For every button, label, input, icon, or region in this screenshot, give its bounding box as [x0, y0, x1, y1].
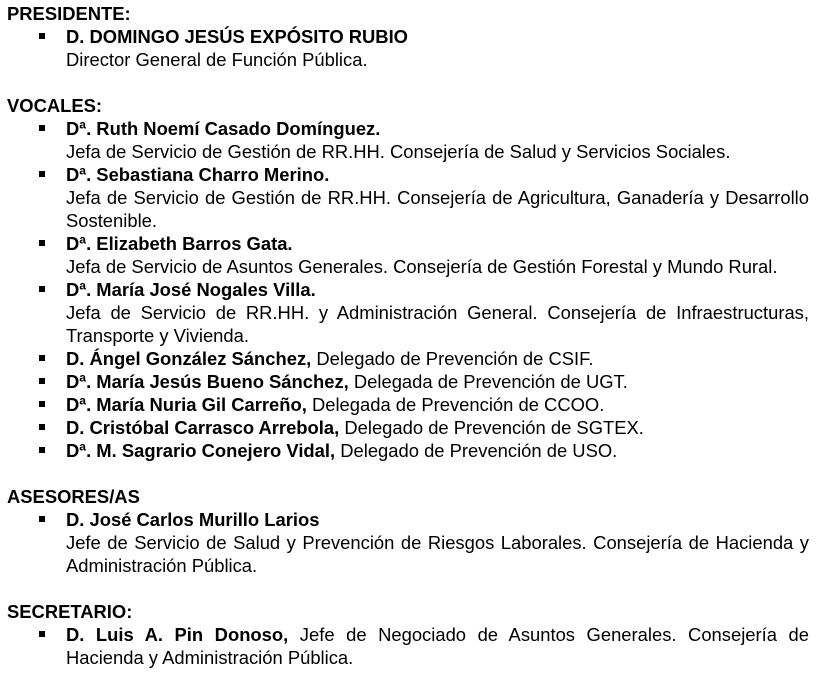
list-item	[7, 25, 809, 71]
list-item	[7, 416, 809, 439]
list-item	[7, 439, 809, 462]
member-name: D. Ángel González Sánchez	[66, 348, 307, 369]
list-item	[7, 117, 809, 163]
member-name: Dª. Ruth Noemí Casado Domínguez.	[66, 118, 381, 139]
member-name: Dª. M. Sagrario Conejero Vidal,	[66, 440, 336, 461]
list-item	[7, 393, 809, 416]
member-description: Delegado de Prevención de CSIF.	[311, 348, 594, 369]
section-heading: PRESIDENTE:	[7, 3, 131, 24]
section-asesores	[7, 485, 809, 577]
member-name: D. Cristóbal Carrasco Arrebola,	[66, 417, 340, 438]
member-description: Director General de Función Pública.	[66, 49, 368, 70]
list-item	[7, 278, 809, 347]
section-vocales	[7, 94, 809, 462]
member-name: Dª. María José Nogales Villa.	[66, 279, 316, 300]
member-list	[7, 623, 809, 669]
list-item	[7, 232, 809, 278]
member-description: Delegado de Prevención de USO.	[335, 440, 618, 461]
member-description: Jefa de Servicio de RR.HH. y Administración General. Consejería de Infraestructuras, Transporte y Vivienda.	[66, 302, 809, 346]
member-list	[7, 508, 809, 577]
member-description: Jefe de Servicio de Salud y Prevención de Riesgos Laborales. Consejería de Hacienda y Administración Pública.	[66, 532, 809, 576]
list-item	[7, 508, 809, 577]
list-item	[7, 623, 809, 669]
list-item	[7, 163, 809, 232]
member-name: Dª. Elizabeth Barros Gata.	[66, 233, 293, 254]
section-secretario	[7, 600, 809, 669]
list-item	[7, 370, 809, 393]
member-description: Delegado de Prevención de SGTEX.	[339, 417, 644, 438]
member-name: D. José Carlos Murillo Larios	[66, 509, 320, 530]
name-separator: ,	[306, 348, 312, 369]
member-description: Jefa de Servicio de Gestión de RR.HH. Consejería de Agricultura, Ganadería y Desarrollo Sostenible.	[66, 187, 809, 231]
member-name: D. DOMINGO JESÚS EXPÓSITO RUBIO	[66, 26, 408, 47]
member-description: Delegada de Prevención de CCOO.	[306, 394, 605, 415]
member-description: Jefe de Negociado de Asuntos Generales. Consejería de Hacienda y Administración Pública.	[66, 624, 809, 668]
member-list	[7, 117, 809, 462]
member-name: D. Luis A. Pin Donoso,	[66, 624, 289, 645]
member-description: Delegada de Prevención de UGT.	[348, 371, 628, 392]
section-heading: SECRETARIO:	[7, 601, 133, 622]
member-name: Dª. María Nuria Gil Carreño,	[66, 394, 307, 415]
section-heading: ASESORES/AS	[7, 486, 140, 507]
section-heading: VOCALES:	[7, 95, 103, 116]
member-name: Dª. Sebastiana Charro Merino.	[66, 164, 330, 185]
member-list	[7, 25, 809, 71]
list-item	[7, 347, 809, 370]
member-description: Jefa de Servicio de Asuntos Generales. Consejería de Gestión Forestal y Mundo Rural.	[66, 256, 778, 277]
member-name: Dª. María Jesús Bueno Sánchez,	[66, 371, 349, 392]
section-presidente	[7, 2, 809, 71]
member-description: Jefa de Servicio de Gestión de RR.HH. Consejería de Salud y Servicios Sociales.	[66, 141, 731, 162]
